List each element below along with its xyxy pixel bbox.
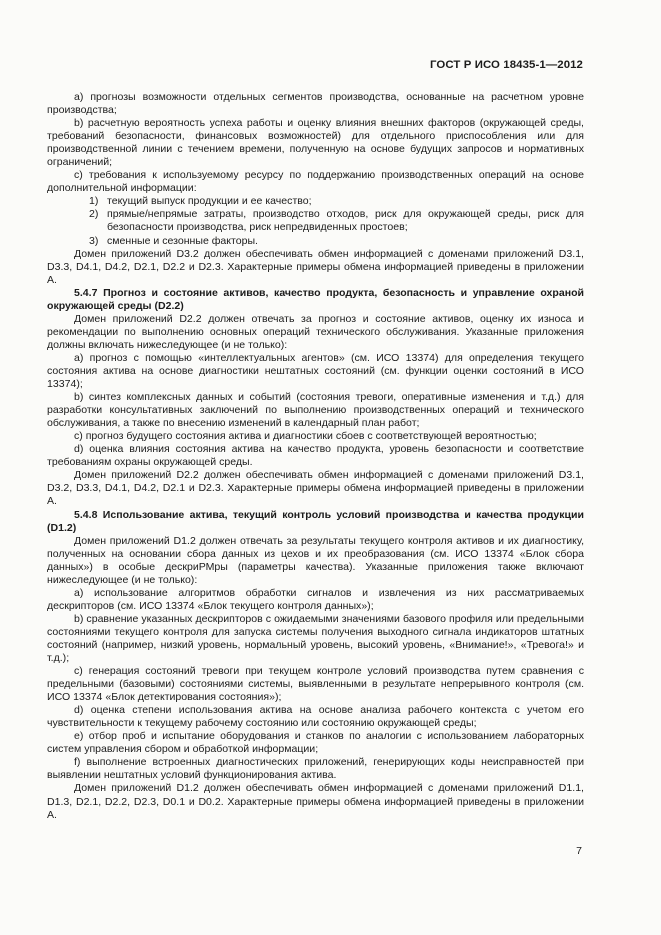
document-body	[47, 91, 584, 822]
numbered-list-item	[47, 195, 584, 208]
list-item-text: сменные и сезонные факторы.	[107, 234, 258, 247]
paragraph: d) оценка влияния состояния актива на качество продукта, уровень безопасности и соответствие требованиям охраны окружающей среды.	[47, 443, 584, 469]
paragraph: b) сравнение указанных дескрипторов с ожидаемыми значениями базового профиля или предельными состояниями текущего контроля для запуска системы получения выходного сигнала индикаторов штатных состояний (например, низкий уровень, нормальный уровень, высокий уровень, «Внимание!», «Тревога!» и т.д.);	[47, 612, 584, 665]
paragraph: b) синтез комплексных данных и событий (состояния тревоги, оперативные изменения и т.д.) для разработки консультативных заключений по выполнению производственных операций и технического обслуживания, а также по внесению изменений в календарный план работ;	[47, 391, 584, 430]
paragraph: a) использование алгоритмов обработки сигналов и извлечения из них рассматриваемых дескрипторов (см. ИСО 13374 «Блок текущего контроля данных»);	[47, 586, 584, 612]
paragraph: f) выполнение встроенных диагностических приложений, генерирующих коды неисправностей при выявлении нештатных условий функционирования актива.	[47, 756, 584, 782]
paragraph: e) отбор проб и испытание оборудования и станков по аналогии с использованием лабораторных систем управления сбором и обработкой информации;	[47, 730, 584, 756]
list-number: 1)	[89, 195, 99, 208]
section-heading: 5.4.8 Использование актива, текущий контроль условий производства и качества продукции (D1.2)	[47, 508, 584, 534]
paragraph: Домен приложений D2.2 должен отвечать за прогноз и состояние активов, оценку их износа и рекомендации по выполнению основных операций технического обслуживания. Указанные приложения должны включать нижеследующее (и не только):	[47, 312, 584, 351]
paragraph: b) расчетную вероятность успеха работы и оценку влияния внешних факторов (окружающей среды, требований безопасности, финансовых возможностей) для отдельного приспособления или для производственной линии с течением времени, полученную на основе будущих запросов и нормативных ограничений;	[47, 117, 584, 169]
paragraph: d) оценка степени использования актива на основе анализа рабочего контекста с учетом его чувствительности к текущему рабочему состоянию или состоянию окружающей среды;	[47, 704, 584, 730]
paragraph: Домен приложений D3.2 должен обеспечивать обмен информацией с доменами приложений D3.1, D3.3, D4.1, D4.2, D2.1, D2.2 и D2.3. Характерные примеры обмена информацией приведены в приложении А.	[47, 247, 584, 286]
section-heading: 5.4.7 Прогноз и состояние активов, качество продукта, безопасность и управление охраной окружающей среды (D2.2)	[47, 286, 584, 312]
paragraph: Домен приложений D1.2 должен обеспечивать обмен информацией с доменами приложений D1.1, D1.3, D2.1, D2.2, D2.3, D0.1 и D0.2. Характерные примеры обмена информацией приведены в приложении А.	[47, 782, 584, 821]
numbered-list-item	[47, 208, 584, 234]
paragraph: c) прогноз будущего состояния актива и диагностики сбоев с соответствующей вероятностью;	[74, 430, 537, 443]
page-number: 7	[576, 845, 582, 857]
paragraph: c) требования к используемому ресурсу по поддержанию производственных операций на основе дополнительной информации:	[47, 169, 584, 195]
numbered-list-item	[47, 235, 584, 248]
document-header-standard-id: ГОСТ Р ИСО 18435-1—2012	[430, 59, 583, 71]
paragraph: c) генерация состояний тревоги при текущем контроле условий производства путем сравнения с предельными (базовыми) состояниями системы, выявленными в результате непрерывного контроля (см. ИСО 13374 «Блок детектирования состояния»);	[47, 665, 584, 704]
list-item-text: текущий выпуск продукции и ее качество;	[107, 195, 312, 208]
list-number: 2)	[89, 208, 99, 221]
paragraph: a) прогнозы возможности отдельных сегментов производства, основанные на расчетном уровне производства;	[47, 91, 584, 117]
paragraph: Домен приложений D1.2 должен отвечать за результаты текущего контроля активов и их диагностику, полученных на основании сбора данных из цехов и их преобразования (см. ИСО 13374 «Блок сбора данных») в особые дескриРМры (параметры качества). Указанные приложения также включают нижеследующее (и не только):	[47, 534, 584, 586]
paragraph: Домен приложений D2.2 должен обеспечивать обмен информацией с доменами приложений D3.1, D3.2, D3.3, D4.1, D4.2, D2.1 и D2.3. Характерные примеры обмена информацией приведены в приложении А.	[47, 469, 584, 508]
list-number: 3)	[89, 234, 99, 247]
paragraph: a) прогноз с помощью «интеллектуальных агентов» (см. ИСО 13374) для определения текущего состояния актива на основе диагностики нештатных состояний (см. функции оценки состояний в ИСО 13374);	[47, 351, 584, 391]
list-item-text: прямые/непрямые затраты, производство отходов, риск для окружающей среды, риск для безопасности производства, риск непредвиденных простоев;	[107, 208, 584, 234]
